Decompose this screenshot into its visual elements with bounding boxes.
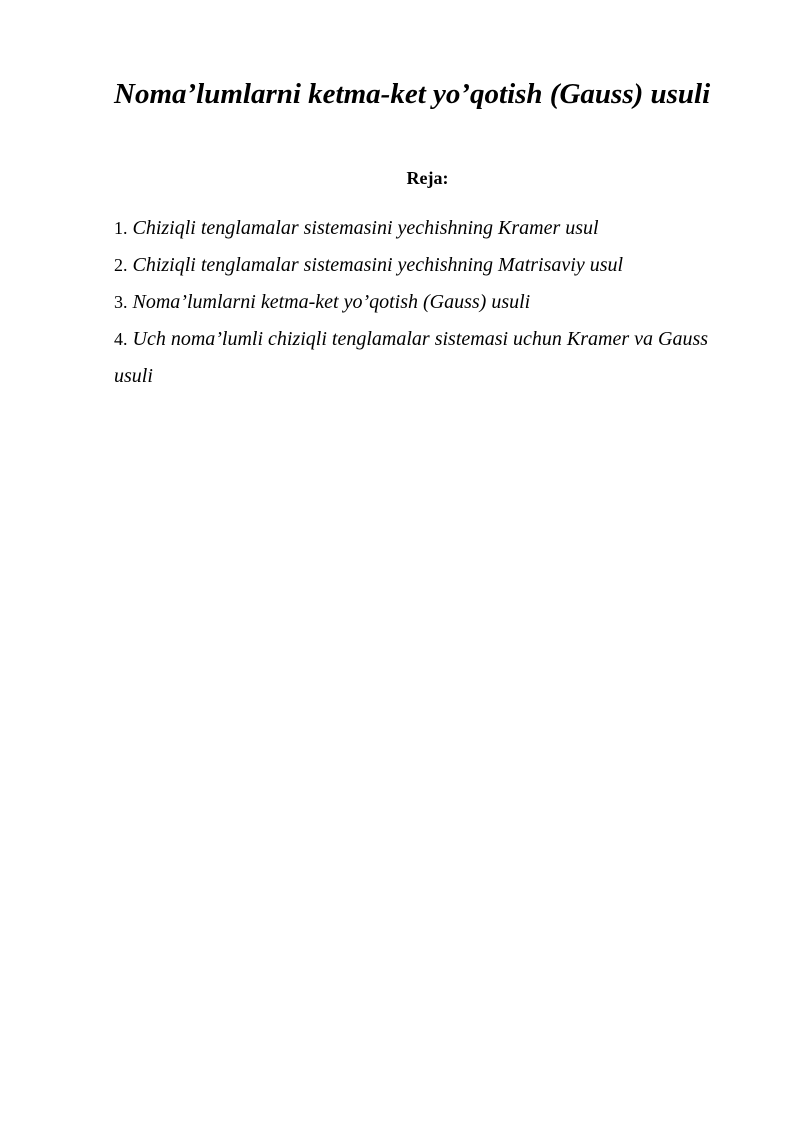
plan-item-text: Chiziqli tenglamalar sistemasini yechishning Kramer usul	[132, 217, 599, 239]
plan-item-4	[114, 321, 714, 395]
plan-item-text: Uch noma’lumli chiziqli tenglamalar sistemasi uchun Kramer va Gauss usuli	[114, 328, 709, 387]
plan-heading: Reja:	[406, 168, 449, 188]
document-title: Noma’lumlarni ketma-ket yo’qotish (Gauss) usuli	[114, 78, 711, 110]
plan-item-text: Noma’lumlarni ketma-ket yo’qotish (Gauss) usuli	[132, 291, 531, 313]
plan-list	[114, 210, 714, 395]
plan-item-number: 1.	[114, 218, 128, 238]
plan-item-3	[114, 284, 714, 321]
plan-item-1	[114, 210, 714, 247]
plan-item-number: 2.	[114, 255, 128, 275]
plan-item-number: 3.	[114, 292, 128, 312]
plan-item-text: Chiziqli tenglamalar sistemasini yechishning Matrisaviy usul	[132, 254, 624, 276]
plan-item-number: 4.	[114, 329, 128, 349]
plan-item-2	[114, 247, 714, 284]
